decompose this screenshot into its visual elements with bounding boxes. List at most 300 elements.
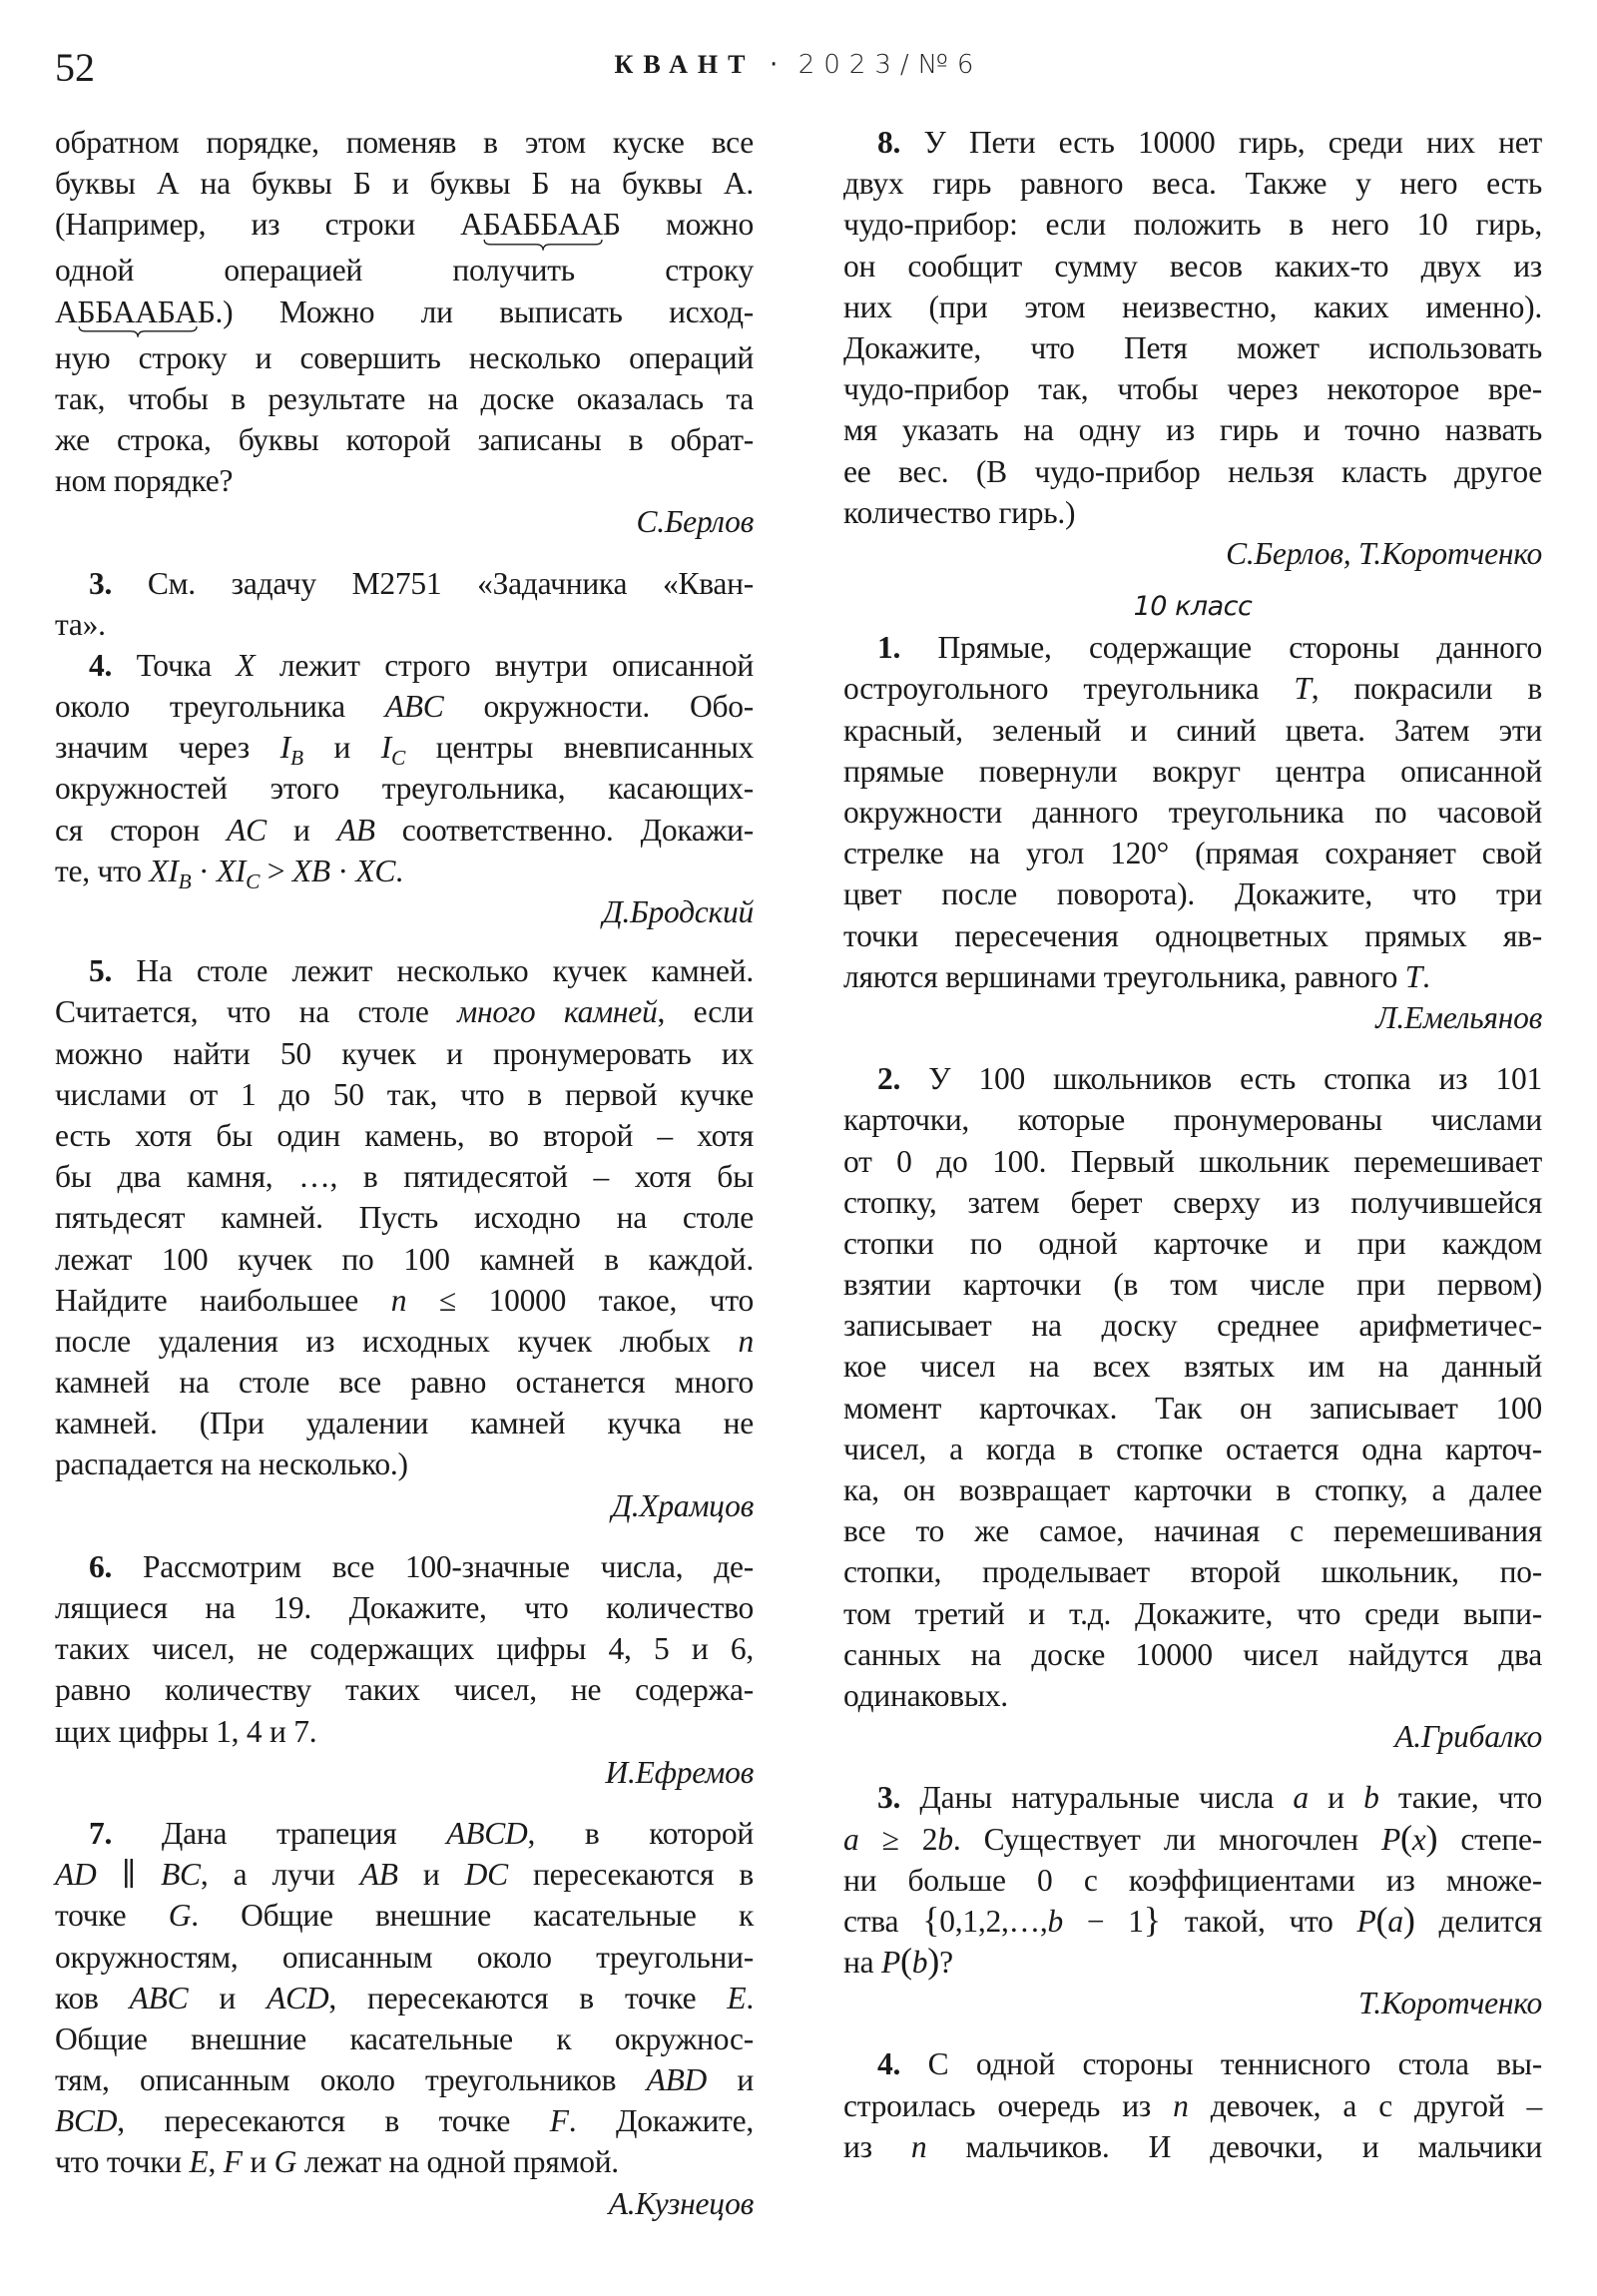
problem-8: [843, 122, 1542, 533]
text-run: Б.) Можно ли выписать исход-: [197, 293, 754, 329]
problem-number: 7.: [89, 1815, 113, 1851]
text-run: и: [188, 1980, 267, 2015]
math-italic: b: [937, 1821, 953, 1857]
math-italic: I: [279, 730, 290, 766]
math-italic: n: [390, 1282, 407, 1318]
text-run: точке: [55, 1898, 169, 1934]
text-run: чудо-прибор: если положить в него 10 гирь,: [843, 207, 1542, 243]
text-run: момент карточках. Так он записывает 100: [843, 1390, 1542, 1426]
text-run: ·: [191, 853, 217, 888]
text-line: [843, 122, 1542, 163]
text-line: [55, 1156, 754, 1197]
text-run: У Пети есть 10000 гирь, среди них нет: [923, 125, 1542, 160]
text-line: [55, 686, 754, 727]
text-run: ляются вершинами треугольника, равного: [843, 958, 1405, 994]
text-run: строилась очередь из: [843, 2087, 1174, 2123]
math-italic: F: [549, 2103, 569, 2139]
math-italic: I: [380, 730, 392, 766]
text-line: [843, 1860, 1542, 1901]
math-subscript: B: [178, 868, 192, 893]
text-line: [55, 1033, 754, 1074]
problem-author: Т.Коротченко: [1357, 1986, 1542, 2021]
text-line: [55, 1895, 754, 1936]
math-italic: ABCD: [446, 1815, 528, 1851]
text-run: те, что: [55, 853, 150, 888]
spacer: [843, 1757, 1542, 1777]
text-line: [55, 2018, 754, 2059]
text-line: [843, 1305, 1542, 1346]
math-delimiter: (: [899, 1941, 912, 1982]
text-run: пересекаются в: [507, 1857, 755, 1893]
text-line: [843, 2043, 1542, 2084]
text-run: можно найти 50 кучек и пронумеровать их: [55, 1035, 754, 1071]
math-italic: P: [1380, 1821, 1400, 1857]
math-italic: XI: [216, 853, 247, 888]
text-line: [55, 1628, 754, 1669]
text-line: [55, 250, 754, 290]
math-italic: XC: [355, 853, 396, 888]
text-line: [55, 768, 754, 809]
text-run: ее вес. (В чудо-прибор нельзя класть другое: [843, 453, 1542, 489]
math-italic: ACD: [266, 1980, 329, 2015]
journal-title: КВАНТ: [614, 50, 756, 79]
text-run: См. задачу М2751 «Задачника «Кван-: [147, 565, 755, 601]
text-run: стопки, проделывает второй школьник, по-: [843, 1554, 1542, 1590]
text-run: таких чисел, не содержащих цифры 4, 5 и 6,: [55, 1631, 754, 1667]
text-line: [55, 1546, 754, 1587]
problem-author: С.Берлов, Т.Коротченко: [1226, 535, 1542, 571]
math-italic: X: [236, 647, 256, 683]
text-line: [843, 1223, 1542, 1264]
math-subscript: B: [289, 746, 303, 771]
running-head: [0, 48, 1597, 82]
text-run: , а лучи: [200, 1857, 360, 1893]
problem-number: 6.: [89, 1548, 113, 1584]
text-run: ков: [55, 1980, 130, 2015]
math-italic: ABC: [384, 689, 444, 725]
text-run: Дана трапеция: [161, 1815, 447, 1851]
text-run: от 0 до 100. Первый школьник перемешивает: [843, 1143, 1542, 1179]
text-run: и: [707, 2062, 755, 2098]
text-run: (Например, из строки А: [55, 207, 483, 243]
math-italic: a: [843, 1821, 859, 1857]
text-run: одной операцией получить строку: [55, 253, 754, 288]
text-run: окружности данного треугольника по часовой: [843, 795, 1542, 830]
math-italic: n: [738, 1323, 754, 1359]
text-run: около треугольника: [55, 689, 385, 725]
math-italic: n: [910, 2128, 927, 2164]
problem-number: 3.: [877, 1780, 901, 1816]
underbrace-icon: [483, 240, 603, 252]
math-italic: DC: [464, 1857, 508, 1893]
text-run: он сообщит сумму весов каких-то двух из: [843, 248, 1542, 284]
text-line: [843, 2085, 1542, 2126]
text-line: [55, 1854, 754, 1895]
text-line: [55, 337, 754, 378]
problem-1: [843, 627, 1542, 997]
text-line: [55, 1587, 754, 1628]
text-run: на: [843, 1945, 881, 1981]
math-italic: a: [1293, 1780, 1309, 1816]
text-run: , пересекаются в точке: [117, 2103, 550, 2139]
problem-number: 8.: [877, 125, 901, 160]
text-run: стрелке на угол 120° (прямая сохраняет свой: [843, 836, 1542, 871]
text-run: точки пересечения одноцветных прямых яв-: [843, 917, 1542, 953]
text-run: ·: [329, 853, 356, 888]
underbraced-substring: [483, 204, 603, 245]
text-line: [843, 246, 1542, 287]
text-run: окружностям, описанным около треугольни-: [55, 1939, 754, 1975]
text-run: прямые повернули вокруг центра описанной: [843, 753, 1542, 789]
text-run: цвет после поворота). Докажите, что три: [843, 876, 1542, 912]
text-line: [55, 1362, 754, 1403]
text-line: [843, 1099, 1542, 1140]
math-italic: F: [223, 2144, 243, 2180]
text-run: количество гирь.): [843, 494, 1076, 530]
math-italic: AC: [227, 812, 266, 848]
text-line: [55, 1669, 754, 1710]
text-run: ка, он возвращает карточки в стопку, а далее: [843, 1472, 1542, 1507]
text-run: Найдите наибольшее: [55, 1282, 391, 1318]
text-line: [843, 1634, 1542, 1675]
problem-author: Д.Бродский: [602, 894, 754, 929]
section-heading: 10 класс: [1133, 591, 1253, 623]
text-run: и: [397, 1857, 465, 1893]
text-line: [843, 1346, 1542, 1387]
text-run: , покрасили в: [1311, 671, 1542, 707]
text-line: [55, 563, 754, 604]
text-line: [843, 368, 1542, 409]
problem-number: 3.: [89, 565, 113, 601]
text-run: них (при этом неизвестно, каких именно).: [843, 288, 1542, 324]
text-run: бы два камня, …, в пятидесятой – хотя бы: [55, 1159, 754, 1195]
text-line: [55, 2059, 754, 2100]
text-run: А: [55, 293, 78, 329]
text-run: Общие внешние касательные к окружнос-: [55, 2020, 754, 2056]
text-run: лежат 100 кучек по 100 камней в каждой.: [55, 1241, 754, 1277]
math-italic: AB: [359, 1857, 398, 1893]
text-run: ном порядке?: [55, 463, 234, 499]
text-run: карточки, которые пронумерованы числами: [843, 1102, 1542, 1138]
text-run: ≤ 10000 такое, что: [406, 1282, 754, 1318]
text-run: лящиеся на 19. Докажите, что количество: [55, 1590, 754, 1625]
math-italic: ABC: [129, 1980, 189, 2015]
math-italic: BCD: [55, 2103, 118, 2139]
text-run: >: [260, 853, 292, 888]
text-run: чудо-прибор так, чтобы через некоторое вре-: [843, 371, 1542, 407]
text-line: [843, 915, 1542, 956]
text-run: красный, зеленый и синий цвета. Затем эти: [843, 712, 1542, 748]
text-line: [843, 1777, 1542, 1818]
text-line: [55, 419, 754, 460]
text-run: Прямые, содержащие стороны данного: [937, 630, 1542, 666]
text-run: На столе лежит несколько кучек камней.: [136, 953, 755, 989]
text-line: [55, 851, 754, 891]
text-run: У 100 школьников есть стопка из 101: [928, 1061, 1542, 1097]
text-line: [843, 2126, 1542, 2167]
spacer: [843, 574, 1542, 586]
text-line: [55, 1115, 754, 1156]
text-run: что точки: [55, 2144, 190, 2180]
problem-number: 1.: [877, 630, 901, 666]
text-run: и: [242, 2144, 274, 2180]
text-line: [55, 727, 754, 771]
text-run: мя указать на одну из гирь и точно назвать: [843, 412, 1542, 448]
text-run: одинаковых.: [843, 1677, 1008, 1713]
text-run: записывает на доску среднее арифметичес-: [843, 1308, 1542, 1344]
spacer: [55, 932, 754, 950]
text-run: , в которой: [527, 1815, 754, 1851]
text-line: [843, 668, 1542, 709]
text-run: остроугольного треугольника: [843, 671, 1295, 707]
left-column: [55, 122, 754, 2224]
problem-2: [843, 1058, 1542, 1716]
text-line: [55, 1978, 754, 2018]
math-italic: P: [1356, 1903, 1376, 1939]
underbraced-text: ББААБА: [77, 293, 198, 329]
text-line: [843, 833, 1542, 873]
text-run: ся сторон: [55, 812, 228, 848]
math-delimiter: (: [1375, 1899, 1388, 1940]
text-run: и: [302, 730, 381, 766]
text-run: такой, что: [1160, 1903, 1357, 1939]
text-run: чисел, а когда в стопке остается одна карточ-: [843, 1431, 1542, 1466]
text-line: [55, 2100, 754, 2141]
problem-continuation: [55, 122, 754, 501]
text-run: обратном порядке, поменяв в этом куске все: [55, 125, 754, 160]
text-line: [843, 204, 1542, 245]
math-italic: XB: [291, 853, 330, 888]
text-line: [55, 1321, 754, 1362]
math-italic: T: [1294, 671, 1312, 707]
text-line: [55, 950, 754, 991]
math-italic: b: [1363, 1780, 1379, 1816]
problem-author: С.Берлов: [636, 504, 754, 540]
text-run: стопку, затем берет сверху из получившейся: [843, 1184, 1542, 1220]
math-italic: AD: [55, 1857, 97, 1893]
spacer: [843, 2023, 1542, 2043]
text-run: мальчиков. И девочки, и мальчики: [926, 2128, 1542, 2164]
text-run: все то же самое, начиная с перемешивания: [843, 1513, 1542, 1549]
text-run: равно количеству таких чисел, не содержа-: [55, 1672, 754, 1708]
text-line: [843, 1901, 1542, 1942]
problem-3: [843, 1777, 1542, 1983]
text-line: [843, 409, 1542, 450]
page-number: 52: [55, 45, 95, 90]
spacer: [55, 1793, 754, 1813]
text-run: .: [1422, 958, 1430, 994]
text-line: [843, 1469, 1542, 1510]
issue-number: 2023/№6: [798, 50, 983, 80]
underbrace-icon: [78, 326, 198, 338]
problem-7: [55, 1813, 754, 2183]
spacer: [55, 1526, 754, 1546]
text-line: [843, 1141, 1542, 1182]
text-line: [843, 163, 1542, 204]
math-italic: G: [168, 1898, 192, 1934]
text-line: [843, 1942, 1542, 1983]
text-run: соответственно. Докажи-: [374, 812, 754, 848]
text-run: взятии карточки (в том числе при первом): [843, 1267, 1542, 1303]
math-italic: b: [911, 1945, 928, 1981]
text-run: после удаления из исходных кучек любых: [55, 1323, 739, 1359]
text-run: буквы А на буквы Б и буквы Б на буквы А.: [55, 166, 754, 202]
text-line: [55, 1074, 754, 1115]
text-run: ?: [939, 1945, 953, 1981]
math-italic: a: [1387, 1903, 1403, 1939]
math-italic: E: [189, 2144, 209, 2180]
text-run: Даны натуральные числа: [919, 1780, 1294, 1816]
text-run: камней на столе все равно останется много: [55, 1365, 754, 1401]
text-run: кое чисел на всех взятых им на данный: [843, 1349, 1542, 1385]
text-run: . Общие внешние касательные к: [191, 1898, 754, 1934]
text-line: [843, 751, 1542, 792]
text-line: [55, 604, 754, 645]
text-line: [843, 492, 1542, 533]
text-line: [843, 1388, 1542, 1429]
text-run: распадается на несколько.): [55, 1446, 408, 1482]
text-run: .: [395, 853, 403, 888]
problem-number: 5.: [89, 953, 113, 989]
text-line: [55, 810, 754, 851]
text-run: .: [746, 1980, 755, 2015]
text-line: [55, 645, 754, 686]
math-italic: x: [1411, 1821, 1426, 1857]
text-line: [55, 163, 754, 204]
math-italic: ABD: [646, 2062, 708, 2098]
text-line: [55, 291, 754, 337]
text-line: [55, 378, 754, 419]
text-run: девочек, а с другой –: [1188, 2087, 1542, 2123]
text-run: числами от 1 до 50 так, что в первой кучке: [55, 1076, 754, 1112]
text-run: 0,1,2,…,: [939, 1903, 1048, 1939]
text-line: [843, 1510, 1542, 1551]
problem-author: Л.Емельянов: [1375, 999, 1542, 1035]
text-run: . Существует ли многочлен: [952, 1821, 1381, 1857]
text-line: [55, 1813, 754, 1854]
text-line: [843, 1593, 1542, 1634]
problem-3: [55, 563, 754, 645]
text-run: такие, что: [1378, 1780, 1543, 1816]
text-run: окружности. Обо-: [443, 689, 754, 725]
text-line: [55, 1443, 754, 1484]
text-line: [55, 1280, 754, 1321]
text-run: и: [1308, 1780, 1364, 1816]
text-line: [55, 1937, 754, 1978]
text-run: Считается, что на столе: [55, 994, 458, 1030]
text-run: степе-: [1437, 1821, 1542, 1857]
text-run: центры вневписанных: [405, 730, 754, 766]
math-delimiter: (: [1399, 1817, 1412, 1858]
math-italic: T: [1404, 958, 1423, 994]
text-run: С одной стороны теннисного стола вы-: [927, 2046, 1542, 2082]
text-run: пятьдесят камней. Пусть исходно на столе: [55, 1200, 754, 1236]
text-run: же строка, буквы которой записаны в обрат-: [55, 421, 754, 457]
problem-author: А.Грибалко: [1394, 1719, 1542, 1755]
text-line: [843, 956, 1542, 997]
text-line: [843, 1429, 1542, 1469]
text-run: − 1: [1062, 1903, 1144, 1939]
text-run: ∥: [96, 1857, 162, 1893]
math-italic: AB: [336, 812, 375, 848]
text-line: [55, 1239, 754, 1280]
text-line: [843, 792, 1542, 833]
text-run: том третий и т.д. Докажите, что среди выпи-: [843, 1595, 1542, 1631]
math-italic: BC: [161, 1857, 201, 1893]
text-run: Б можно: [602, 207, 754, 243]
math-delimiter: ): [927, 1941, 940, 1982]
text-run: окружностей этого треугольника, касающих-: [55, 771, 754, 807]
right-column: [843, 122, 1542, 2167]
text-line: [843, 451, 1542, 492]
text-run: делится: [1414, 1903, 1543, 1939]
text-line: [55, 1197, 754, 1238]
text-run: двух гирь равного веса. Также у него есть: [843, 166, 1542, 202]
math-italic: XI: [149, 853, 179, 888]
problem-4: [55, 645, 754, 891]
text-run: Рассмотрим все 100-значные числа, де-: [142, 1548, 754, 1584]
problem-number: 4.: [877, 2046, 901, 2082]
math-italic: много камней: [457, 994, 658, 1030]
text-run: , пересекаются в точке: [328, 1980, 728, 2015]
text-run: значим через: [55, 730, 280, 766]
text-run: санных на доске 10000 чисел найдутся два: [843, 1636, 1542, 1672]
text-run: . Докажите,: [568, 2103, 754, 2139]
text-line: [843, 327, 1542, 368]
text-line: [843, 873, 1542, 914]
text-line: [843, 1182, 1542, 1223]
text-run: есть хотя бы один камень, во второй – хотя: [55, 1117, 754, 1153]
problem-number: 2.: [877, 1061, 901, 1097]
math-italic: G: [273, 2144, 297, 2180]
math-delimiter: ): [1402, 1899, 1415, 1940]
problem-number: 4.: [89, 647, 113, 683]
text-run: щих цифры 1, 4 и 7.: [55, 1713, 317, 1749]
spacer: [55, 543, 754, 563]
text-line: [55, 122, 754, 163]
text-run: ,: [208, 2144, 224, 2180]
text-line: [55, 204, 754, 250]
spacer: [843, 1038, 1542, 1058]
text-run: лежат на одной прямой.: [296, 2144, 619, 2180]
text-run: из: [843, 2128, 911, 2164]
math-subscript: C: [391, 746, 406, 771]
problem-author: И.Ефремов: [605, 1754, 754, 1790]
text-line: [843, 627, 1542, 668]
text-line: [843, 710, 1542, 751]
problem-author: Д.Храмцов: [611, 1487, 754, 1523]
problem-6: [55, 1546, 754, 1752]
text-run: ства: [843, 1903, 923, 1939]
math-italic: E: [727, 1980, 747, 2015]
text-line: [55, 460, 754, 501]
problem-4: [843, 2043, 1542, 2167]
math-italic: P: [880, 1945, 900, 1981]
text-run: , если: [657, 994, 755, 1030]
text-run: ≥ 2: [858, 1821, 938, 1857]
text-run: та».: [55, 606, 106, 642]
text-run: так, чтобы в результате на доске оказалась та: [55, 380, 754, 416]
problem-5: [55, 950, 754, 1484]
text-line: [55, 2141, 754, 2182]
math-subscript: C: [246, 868, 261, 893]
text-run: ную строку и совершить несколько операций: [55, 339, 754, 375]
text-line: [55, 1403, 754, 1443]
text-line: [55, 991, 754, 1032]
text-line: [843, 1264, 1542, 1305]
text-run: и: [266, 812, 337, 848]
math-delimiter: ): [1425, 1817, 1438, 1858]
